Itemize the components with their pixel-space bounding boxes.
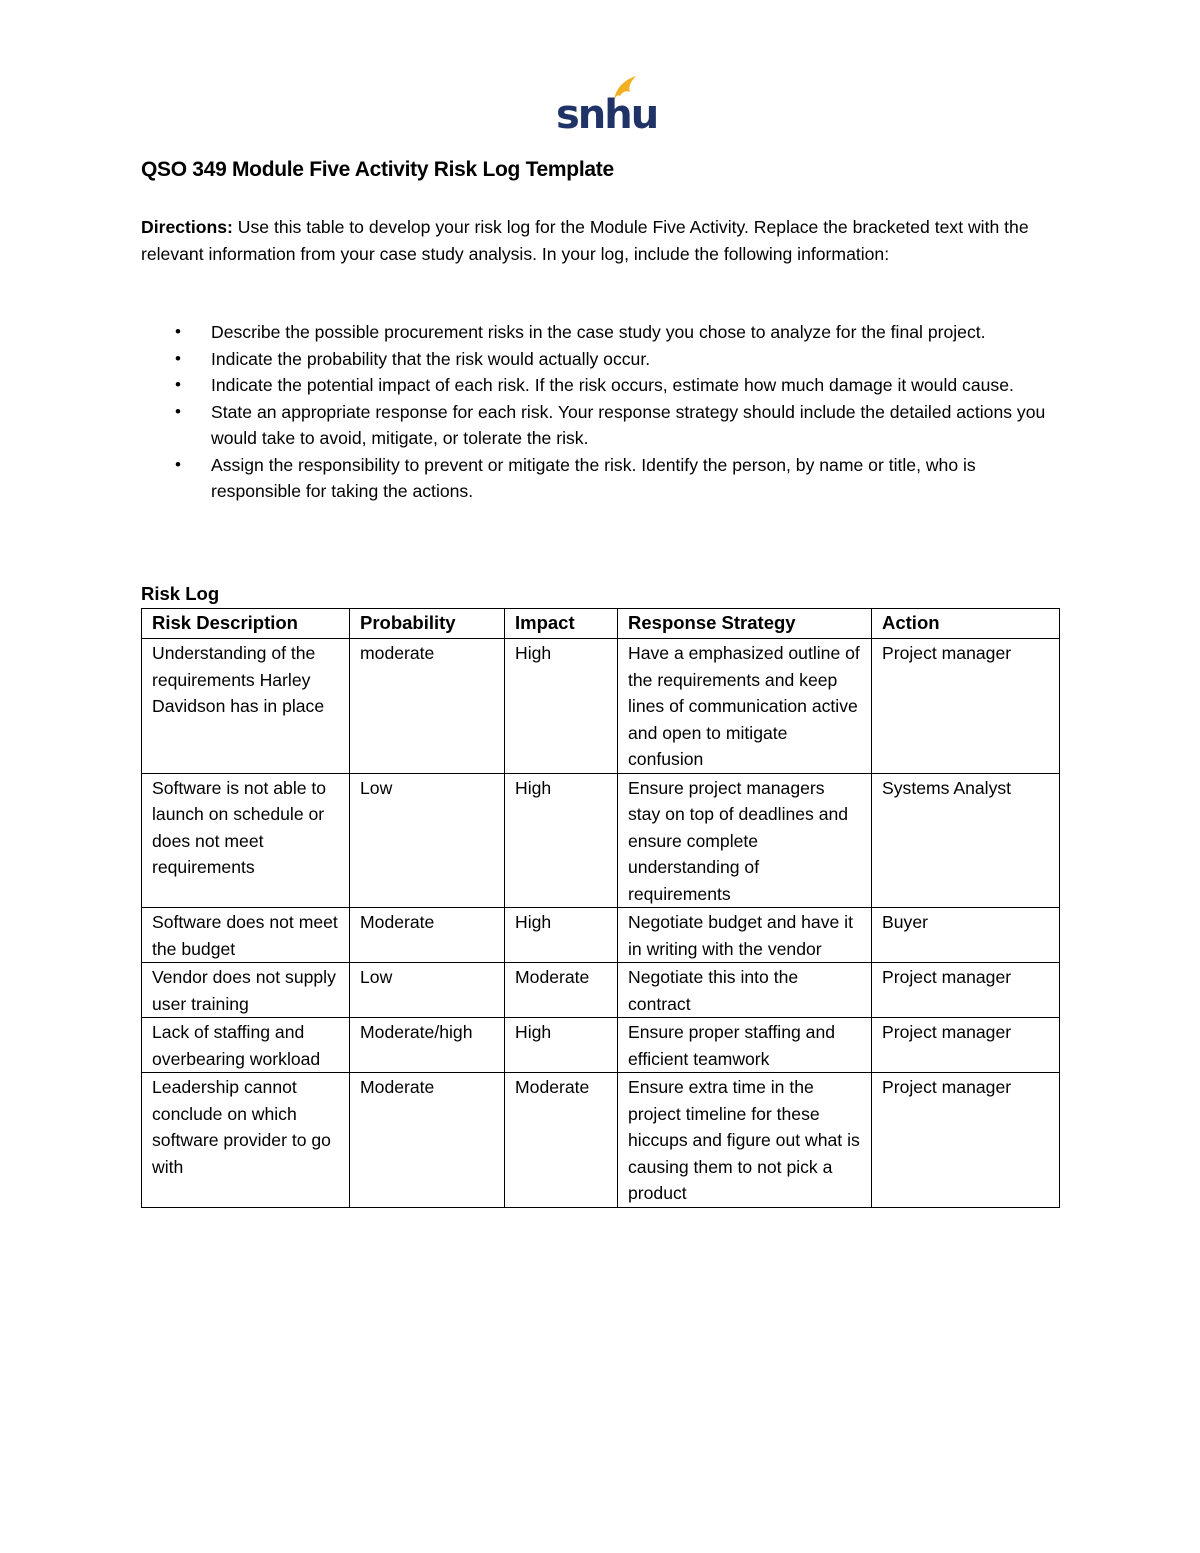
cell-risk-description: Software is not able to launch on schedule or does not meet requirements (142, 773, 350, 908)
bullet-icon: • (175, 322, 181, 341)
cell-action: Project manager (872, 963, 1060, 1018)
cell-risk-description: Understanding of the requirements Harley Davidson has in place (142, 639, 350, 774)
cell-response-strategy: Ensure extra time in the project timeline for these hiccups and figure out what is causing them to not pick a product (618, 1073, 872, 1208)
directions-label: Directions: (141, 217, 233, 237)
cell-risk-description: Leadership cannot conclude on which software provider to go with (142, 1073, 350, 1208)
table-row (142, 639, 1060, 774)
table-row (142, 773, 1060, 908)
list-item: • Assign the responsibility to prevent or mitigate the risk. Identify the person, by name or title, who is responsible for taking the actions. (141, 452, 1061, 505)
instructions-list (141, 319, 1061, 505)
bullet-icon: • (175, 401, 181, 421)
list-item: • Indicate the potential impact of each risk. If the risk occurs, estimate how much damage it would cause. (141, 372, 1061, 399)
cell-action: Project manager (872, 1018, 1060, 1073)
cell-probability: Low (350, 963, 505, 1018)
list-item: • Indicate the probability that the risk would actually occur. (141, 346, 1061, 373)
directions-paragraph (141, 214, 1051, 267)
cell-impact: Moderate (505, 1073, 618, 1208)
cell-response-strategy: Have a emphasized outline of the requirements and keep lines of communication active and open to mitigate confusion (618, 639, 872, 774)
cell-impact: High (505, 639, 618, 774)
bullet-icon: • (175, 454, 181, 474)
cell-probability: Moderate/high (350, 1018, 505, 1073)
cell-probability: Moderate (350, 908, 505, 963)
snhu-logo (552, 70, 658, 138)
cell-risk-description: Software does not meet the budget (142, 908, 350, 963)
page-title: QSO 349 Module Five Activity Risk Log Template (141, 158, 614, 181)
risk-log-heading: Risk Log (141, 583, 220, 604)
bullet-icon: • (175, 348, 181, 368)
cell-probability: Moderate (350, 1073, 505, 1208)
cell-impact: High (505, 1018, 618, 1073)
cell-action: Project manager (872, 639, 1060, 774)
risk-log-table (141, 608, 1060, 1208)
cell-risk-description: Vendor does not supply user training (142, 963, 350, 1018)
table-row (142, 1073, 1060, 1208)
cell-probability: Low (350, 773, 505, 908)
column-header-action: Action (872, 609, 1060, 639)
column-header-response-strategy: Response Strategy (618, 609, 872, 639)
list-item: • State an appropriate response for each risk. Your response strategy should include the detailed actions you would take to avoid, mitigate, or tolerate the risk. (141, 399, 1061, 452)
table-header-row (142, 609, 1060, 639)
cell-impact: High (505, 908, 618, 963)
cell-risk-description: Lack of staffing and overbearing workload (142, 1018, 350, 1073)
table-row (142, 1018, 1060, 1073)
table-row (142, 963, 1060, 1018)
cell-response-strategy: Ensure project managers stay on top of deadlines and ensure complete understanding of requirements (618, 773, 872, 908)
cell-impact: High (505, 773, 618, 908)
table-row (142, 908, 1060, 963)
cell-response-strategy: Negotiate budget and have it in writing with the vendor (618, 908, 872, 963)
logo-wordmark: snhu (556, 92, 658, 138)
bullet-icon: • (175, 375, 181, 394)
column-header-risk-description: Risk Description (142, 609, 350, 639)
cell-impact: Moderate (505, 963, 618, 1018)
cell-action: Buyer (872, 908, 1060, 963)
list-item: • Describe the possible procurement risks in the case study you chose to analyze for the final project. (141, 319, 1061, 346)
cell-action: Systems Analyst (872, 773, 1060, 908)
column-header-impact: Impact (505, 609, 618, 639)
column-header-probability: Probability (350, 609, 505, 639)
cell-response-strategy: Negotiate this into the contract (618, 963, 872, 1018)
cell-probability: moderate (350, 639, 505, 774)
cell-action: Project manager (872, 1073, 1060, 1208)
directions-text: Use this table to develop your risk log for the Module Five Activity. Replace the bracketed text with the relevant information from your case study analysis. In your log, include the following information: (141, 217, 1029, 264)
cell-response-strategy: Ensure proper staffing and efficient teamwork (618, 1018, 872, 1073)
